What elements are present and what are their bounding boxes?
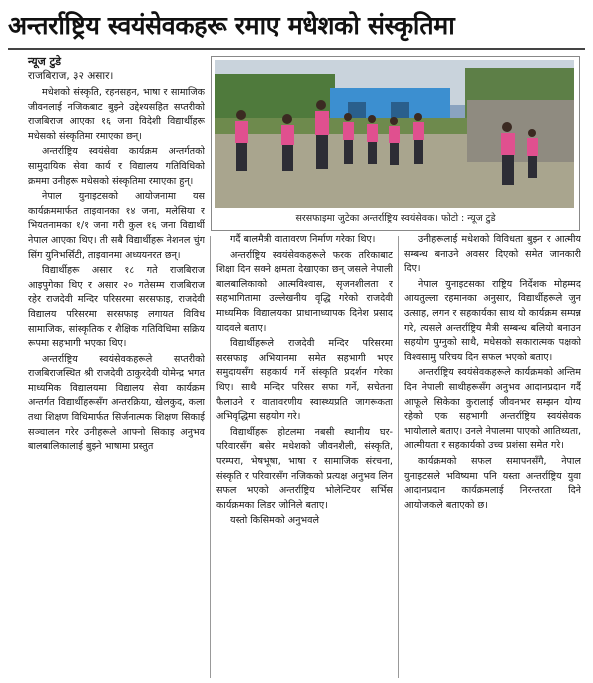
article-dateline: राजबिराज, ३२ असार।: [28, 70, 114, 82]
article-paragraph: गर्दै बालमैत्री वातावरण निर्माण गरेका थिए।: [230, 234, 376, 245]
article-photo: [215, 60, 574, 208]
photo-wall: [467, 100, 574, 162]
column-divider: [398, 236, 399, 678]
article-paragraph: कार्यक्रमको सफल समापनसँगै, नेपाल युनाइटसले भविष्यमा पनि यस्ता अन्तर्राष्ट्रिय युवा आदानप्रदान कार्यक्रमलाई निरन्तरता दिने आयोजकले बताएको छ।: [404, 455, 581, 511]
article-column-2: [216, 233, 393, 678]
column-divider: [210, 236, 211, 678]
article-column-3: [404, 233, 581, 678]
article-paragraph: विद्यार्थीहरूले राजदेवी मन्दिर परिसरमा सरसफाइ अभियानमा समेत सहभागी भएर समुदायसँग सहकार्य गर्ने संस्कृति प्रदर्शन गरेका थिए। साथै मन्दिर परिसर सफा गर्ने, सचेतना फैलाउने र वातावरणीय स्वास्थ्यप्रति जागरूकता अभिवृद्धिमा सहयोग गरे।: [216, 338, 393, 423]
article-paragraph: विद्यार्थीहरू होटलमा नबसी स्थानीय घर-परिवारसँग बसेर मधेशको जीवनशैली, संस्कृति, परम्परा, भेषभूषा, भाषा र सामाजिक संरचना, संस्कृति र परिवारसँग नजिकको प्रत्यक्ष अनुभव लिन सफल भएको अन्तर्राष्ट्रिय भोलेन्टियर सर्भिस कार्यक्रमका लिडर जोनिले बताए।: [216, 426, 393, 511]
article-paragraph: नेपाल युनाइटसका राष्ट्रिय निर्देशक मोहम्मद आयतुल्ला रहमानका अनुसार, विद्यार्थीहरूले जुन उत्साह, लगन र सहकार्यका साथ यो कार्यक्रम सम्पन्न गरे, त्यसले अन्तर्राष्ट्रिय मैत्री सम्बन्ध बलियो बनाउन सहयोग पुग्नुको साथै, मधेसको सकारात्मक पक्षको विश्वसामु परिचय दिन सफल भएको बताए।: [404, 278, 581, 363]
article-photo-frame: [211, 56, 580, 231]
article-paragraph: यस्तो किसिमको अनुभवले: [230, 515, 319, 527]
article-paragraph: नेपाल युनाइटसको आयोजनामा यस कार्यक्रममार्फत ताइवानका १४ जना, मलेसिया र भियतनामका १/१ जना गरी कुल १६ जना विद्यार्थी नेपाल आएका थिए। ती सबै विद्यार्थीहरू नेशनल चुंग सिंग युनिभर्सिटी, ताइवानमा अध्ययनरत छन्।: [28, 191, 205, 261]
article-paragraph: मधेशको संस्कृति, रहनसहन, भाषा र सामाजिक जीवनलाई नजिकबाट बुझ्ने उद्देश्यसहित सप्तरीको राजबिराज आएका १६ जना विदेशी विद्यार्थीहरू मधेसको संस्कृतिमा रमाएका छन्।: [28, 87, 205, 142]
article-byline: न्यूज टुडे: [28, 55, 62, 68]
headline-rule: [8, 48, 585, 50]
photo-caption: सरसफाइमा जुटेका अन्तर्राष्ट्रिय स्वयंसेवक। फोटो : न्यूज टुडे: [295, 213, 496, 224]
article-paragraph: उनीहरूलाई मधेशको विविधता बुझ्न र आत्मीय सम्बन्ध बनाउने अवसर दिएको समेत जानकारी दिए।: [404, 234, 581, 275]
article-paragraph: अन्तर्राष्ट्रिय स्वयंसेवकहरूले फरक तरिकाबाट शिक्षा दिन सक्ने क्षमता देखाएका छन् जसले नेपाली बालबालिकाको आत्मविश्वास, सृजनशीलता र सहभागितामा उल्लेखनीय वृद्धि गरेको राजदेवी माध्यमिक विद्यालयका प्राधानाध्यापक दिनेश प्रसाद यादवले बताए।: [216, 249, 393, 334]
article-paragraph: अन्तर्राष्ट्रिय स्वयंसेवकहरूले सप्तरीको राजबिराजस्थित श्री राजदेवी ठाकुरदेवी योमेन्द्र भगत माध्यमिक विद्यालयमा विद्यालय सेवा कार्यक्रम अन्तर्गत विद्यार्थीहरूसँग अन्तरक्रिया, खेलकुद, कला तथा शिक्षण विधिमार्फत सिर्जनात्मक शिक्षण सिकाई सञ्चालन गरेर उनीहरूले आफ्नो सिकाइ अनुभव बालबालिकालाई बुझ्ने भाषामा प्रस्तुत: [28, 353, 205, 453]
article-headline: अन्तर्राष्ट्रिय स्वयंसेवकहरू रमाए मधेशको संस्कृतिमा: [8, 11, 455, 40]
article-paragraph: अन्तर्राष्ट्रिय स्वयंसेवकहरूले कार्यक्रमको अन्तिम दिन नेपाली साथीहरूसँग अनुभव आदानप्रदान गर्दै आफूले सिकेका कुरालाई जीवनभर सम्झन योग्य रहेको एक सहभागी अन्तर्राष्ट्रिय स्वयंसेवक भायोलाले बताए। उनले नेपालमा पाएको आतिथ्यता, आत्मीयता र सहकार्यको उच्च प्रशंसा समेत गरे।: [404, 367, 581, 452]
article-column-1: [28, 86, 205, 678]
volunteers-cleanup-photo: [215, 60, 574, 208]
article-paragraph: अन्तर्राष्ट्रिय स्वयंसेवा कार्यक्रम अन्तर्गतको सामुदायिक सेवा कार्य र विद्यालय गतिविधिको क्रममा उनीहरू मधेसको संस्कृतिमा रमाएका हुन्।: [28, 146, 205, 187]
article-paragraph: विद्यार्थीहरू असार १८ गते राजबिराज आइपुगेका थिए र असार २० गतेसम्म राजबिराज रहेर राजदेवी मन्दिर परिसरमा सरसफाइ, राजदेवी विद्यालय परिसरमा सरसफाइ लगायत विविध सामाजिक, सांस्कृतिक र शैक्षिक गतिविधिमा सक्रिय रूपमा सहभागी भएका थिए।: [28, 265, 205, 350]
